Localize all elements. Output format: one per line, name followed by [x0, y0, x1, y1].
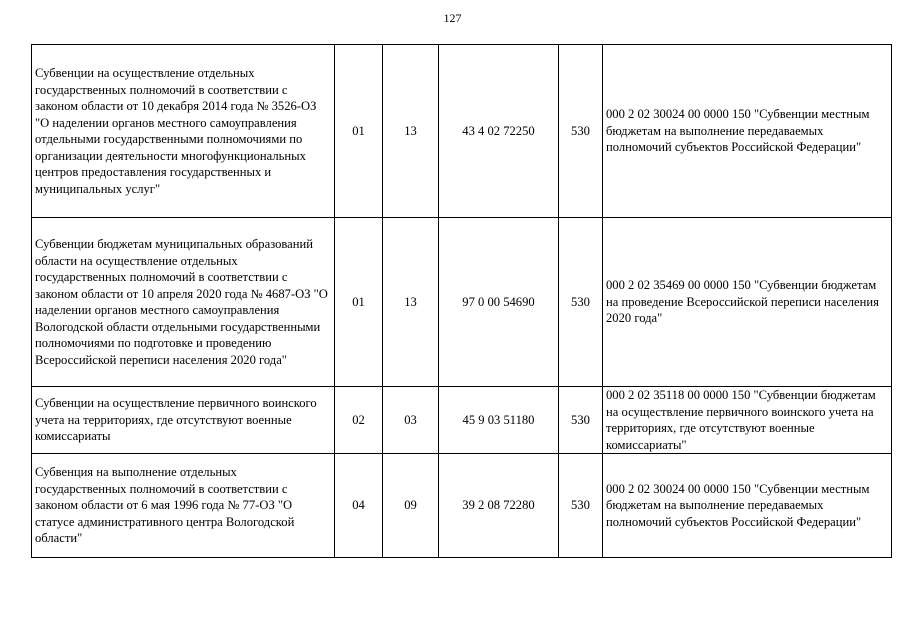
- page-number: 127: [443, 11, 462, 25]
- expense-type-cell: 530: [559, 218, 603, 387]
- subvention-name-cell: Субвенции бюджетам муниципальных образований области на осуществление отдельных государственных полномочий в соответствии с законом области от 10 апреля 2020 года № 4687-ОЗ "О наделении органов местного самоуправления Вологодской области отдельными государственными полномочиями по подготовке и проведению Всероссийской переписи населения 2020 года": [32, 218, 335, 387]
- target-article-cell: 39 2 08 72280: [439, 454, 559, 558]
- section-code-cell: 01: [335, 218, 383, 387]
- subsection-code-cell: 13: [383, 45, 439, 218]
- section-code-cell: 04: [335, 454, 383, 558]
- revenue-source-cell: 000 2 02 35118 00 0000 150 "Субвенции бюджетам на осуществление первичного воинского учета на территориях, где отсутствуют военные комиссариаты": [603, 387, 892, 454]
- revenue-source-cell: 000 2 02 30024 00 0000 150 "Субвенции местным бюджетам на выполнение передаваемых полномочий субъектов Российской Федерации": [603, 454, 892, 558]
- section-code-cell: 02: [335, 387, 383, 454]
- subsection-code-cell: 09: [383, 454, 439, 558]
- subvention-name-cell: Субвенция на выполнение отдельных государственных полномочий в соответствии с законом области от 6 мая 1996 года № 77-ОЗ "О статусе административного центра Вологодской области": [32, 454, 335, 558]
- table-row: [32, 218, 892, 387]
- table-row: [32, 45, 892, 218]
- target-article-cell: 97 0 00 54690: [439, 218, 559, 387]
- subvention-name-cell: Субвенции на осуществление первичного воинского учета на территориях, где отсутствуют военные комиссариаты: [32, 387, 335, 454]
- expense-type-cell: 530: [559, 45, 603, 218]
- table-row: [32, 454, 892, 558]
- section-code-cell: 01: [335, 45, 383, 218]
- revenue-source-cell: 000 2 02 35469 00 0000 150 "Субвенции бюджетам на проведение Всероссийской переписи населения 2020 года": [603, 218, 892, 387]
- subsection-code-cell: 03: [383, 387, 439, 454]
- subvention-table: [31, 44, 892, 558]
- table-row: [32, 387, 892, 454]
- target-article-cell: 43 4 02 72250: [439, 45, 559, 218]
- revenue-source-cell: 000 2 02 30024 00 0000 150 "Субвенции местным бюджетам на выполнение передаваемых полномочий субъектов Российской Федерации": [603, 45, 892, 218]
- expense-type-cell: 530: [559, 387, 603, 454]
- expense-type-cell: 530: [559, 454, 603, 558]
- subsection-code-cell: 13: [383, 218, 439, 387]
- target-article-cell: 45 9 03 51180: [439, 387, 559, 454]
- subvention-name-cell: Субвенции на осуществление отдельных государственных полномочий в соответствии с законом области от 10 декабря 2014 года № 3526-ОЗ "О наделении органов местного самоуправления отдельными государственными полномочиями по организации деятельности многофункциональных центров предоставления государственных и муниципальных услуг": [32, 45, 335, 218]
